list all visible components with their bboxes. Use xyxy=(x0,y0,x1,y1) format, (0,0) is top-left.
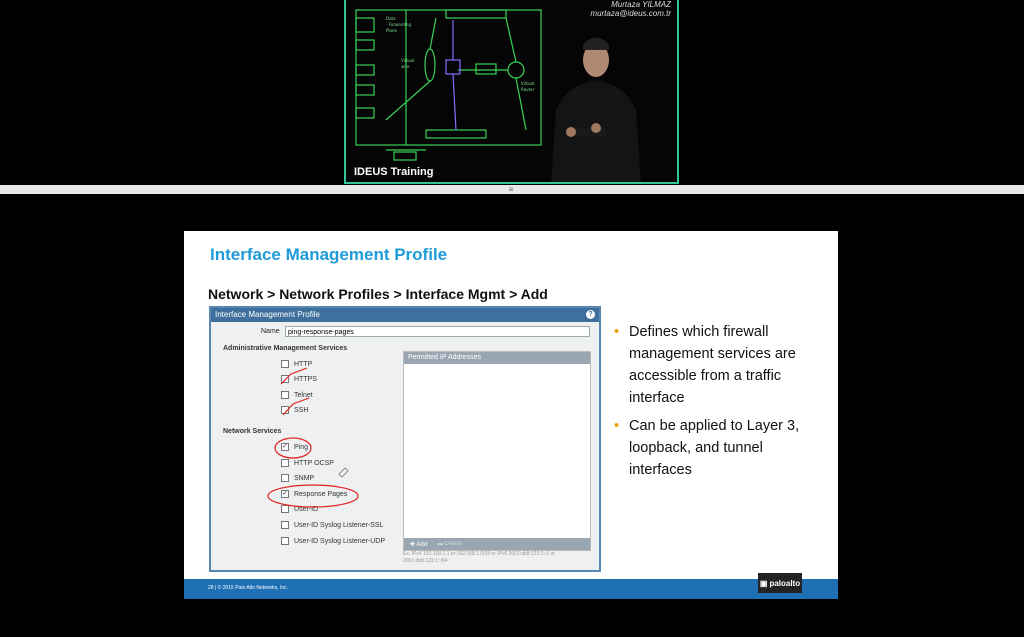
service-telnet[interactable] xyxy=(281,391,313,399)
service-user-id-syslog-udp[interactable] xyxy=(281,537,385,545)
checkbox[interactable] xyxy=(281,505,289,513)
checkbox[interactable] xyxy=(281,537,289,545)
delete-button[interactable]: ▬ Delete xyxy=(437,541,463,547)
name-label: Name xyxy=(261,328,280,335)
service-label: HTTP xyxy=(294,360,313,368)
checkbox-checked[interactable]: ✓ xyxy=(282,490,288,497)
presenter-label xyxy=(590,0,671,18)
service-label: Telnet xyxy=(294,391,313,399)
service-label: User-ID Syslog Listener-SSL xyxy=(294,521,384,529)
help-icon[interactable]: ? xyxy=(586,310,595,319)
permitted-ip-header: Permitted IP Addresses xyxy=(404,352,590,364)
service-label: SSH xyxy=(294,406,309,414)
service-https[interactable] xyxy=(281,375,317,383)
service-snmp[interactable] xyxy=(281,474,314,482)
checkbox-checked[interactable]: ✓ xyxy=(282,443,288,450)
video-frame xyxy=(344,0,679,184)
checkbox[interactable] xyxy=(281,391,289,399)
svg-text:Data: Data xyxy=(386,16,396,21)
ip-actions-bar xyxy=(404,538,590,550)
service-label: Ping xyxy=(294,443,309,451)
whiteboard-drawing xyxy=(346,0,679,184)
presentation-slide xyxy=(184,231,838,599)
service-label: User-ID xyxy=(294,505,319,513)
service-http[interactable] xyxy=(281,360,312,368)
checkbox[interactable] xyxy=(281,375,289,383)
admin-services-heading: Administrative Management Services xyxy=(223,345,348,352)
name-input[interactable]: ping-response-pages xyxy=(285,326,590,337)
service-http-ocsp[interactable] xyxy=(281,459,334,467)
svg-text:- Forwarding: - Forwarding xyxy=(386,22,411,27)
brand-mark-icon: ▣ xyxy=(759,578,768,588)
service-label: HTTPS xyxy=(294,375,317,383)
slide-title: Interface Management Profile xyxy=(210,245,448,264)
resize-handle-icon[interactable]: ≡ xyxy=(508,185,514,194)
paloalto-logo xyxy=(758,573,802,593)
svg-text:Plane: Plane xyxy=(386,28,397,33)
network-services-heading: Network Services xyxy=(223,428,282,435)
ip-format-hint: Ex. IPv4 192.168.1.1 or 192.168.1.0/24 or IPv6 2001:db8:123:1::1 or 2001:db8:123:1::/64 xyxy=(403,551,555,564)
checkbox[interactable] xyxy=(281,459,289,467)
video-caption: IDEUS Training xyxy=(354,166,434,178)
navigation-path: Network > Network Profiles > Interface Mgmt > Add xyxy=(208,286,548,302)
slide-footer-text: 28 | © 2015 Palo Alto Networks, Inc. xyxy=(208,585,289,591)
service-label: SNMP xyxy=(294,474,315,482)
add-button[interactable]: ✚ Add xyxy=(410,541,428,548)
presenter-email: murtaza@ideus.com.tr xyxy=(590,9,671,18)
dialog-title: Interface Management Profile xyxy=(215,310,320,319)
service-label: User-ID Syslog Listener-UDP xyxy=(294,537,386,545)
checkbox[interactable] xyxy=(281,474,289,482)
bullet-item: • Defines which firewall management services are accessible from a traffic interface xyxy=(612,321,822,409)
presenter-name: Murtaza YILMAZ xyxy=(611,0,671,9)
add-label: Add xyxy=(416,541,428,548)
service-label: HTTP OCSP xyxy=(294,459,334,467)
checkbox[interactable] xyxy=(281,406,289,414)
interface-management-profile-dialog xyxy=(209,306,601,572)
service-ping[interactable] xyxy=(281,443,308,451)
permitted-ip-panel xyxy=(403,351,591,551)
svg-text:wire: wire xyxy=(401,64,410,69)
service-user-id-syslog-ssl[interactable] xyxy=(281,521,383,529)
service-response-pages[interactable] xyxy=(281,490,347,498)
bullet-item: • Can be applied to Layer 3, loopback, and tunnel interfaces xyxy=(612,415,822,481)
svg-text:Router: Router xyxy=(521,87,535,92)
svg-text:Virtual: Virtual xyxy=(521,81,535,86)
checkbox[interactable] xyxy=(281,521,289,529)
dialog-titlebar xyxy=(211,308,599,322)
service-user-id[interactable] xyxy=(281,505,318,513)
delete-label: Delete xyxy=(444,541,463,547)
brand-text: paloalto xyxy=(769,578,801,588)
service-label: Response Pages xyxy=(294,490,348,498)
bullet-list xyxy=(612,321,822,487)
checkbox[interactable] xyxy=(281,360,289,368)
service-ssh[interactable] xyxy=(281,406,308,414)
svg-text:Virtual: Virtual xyxy=(401,58,415,63)
